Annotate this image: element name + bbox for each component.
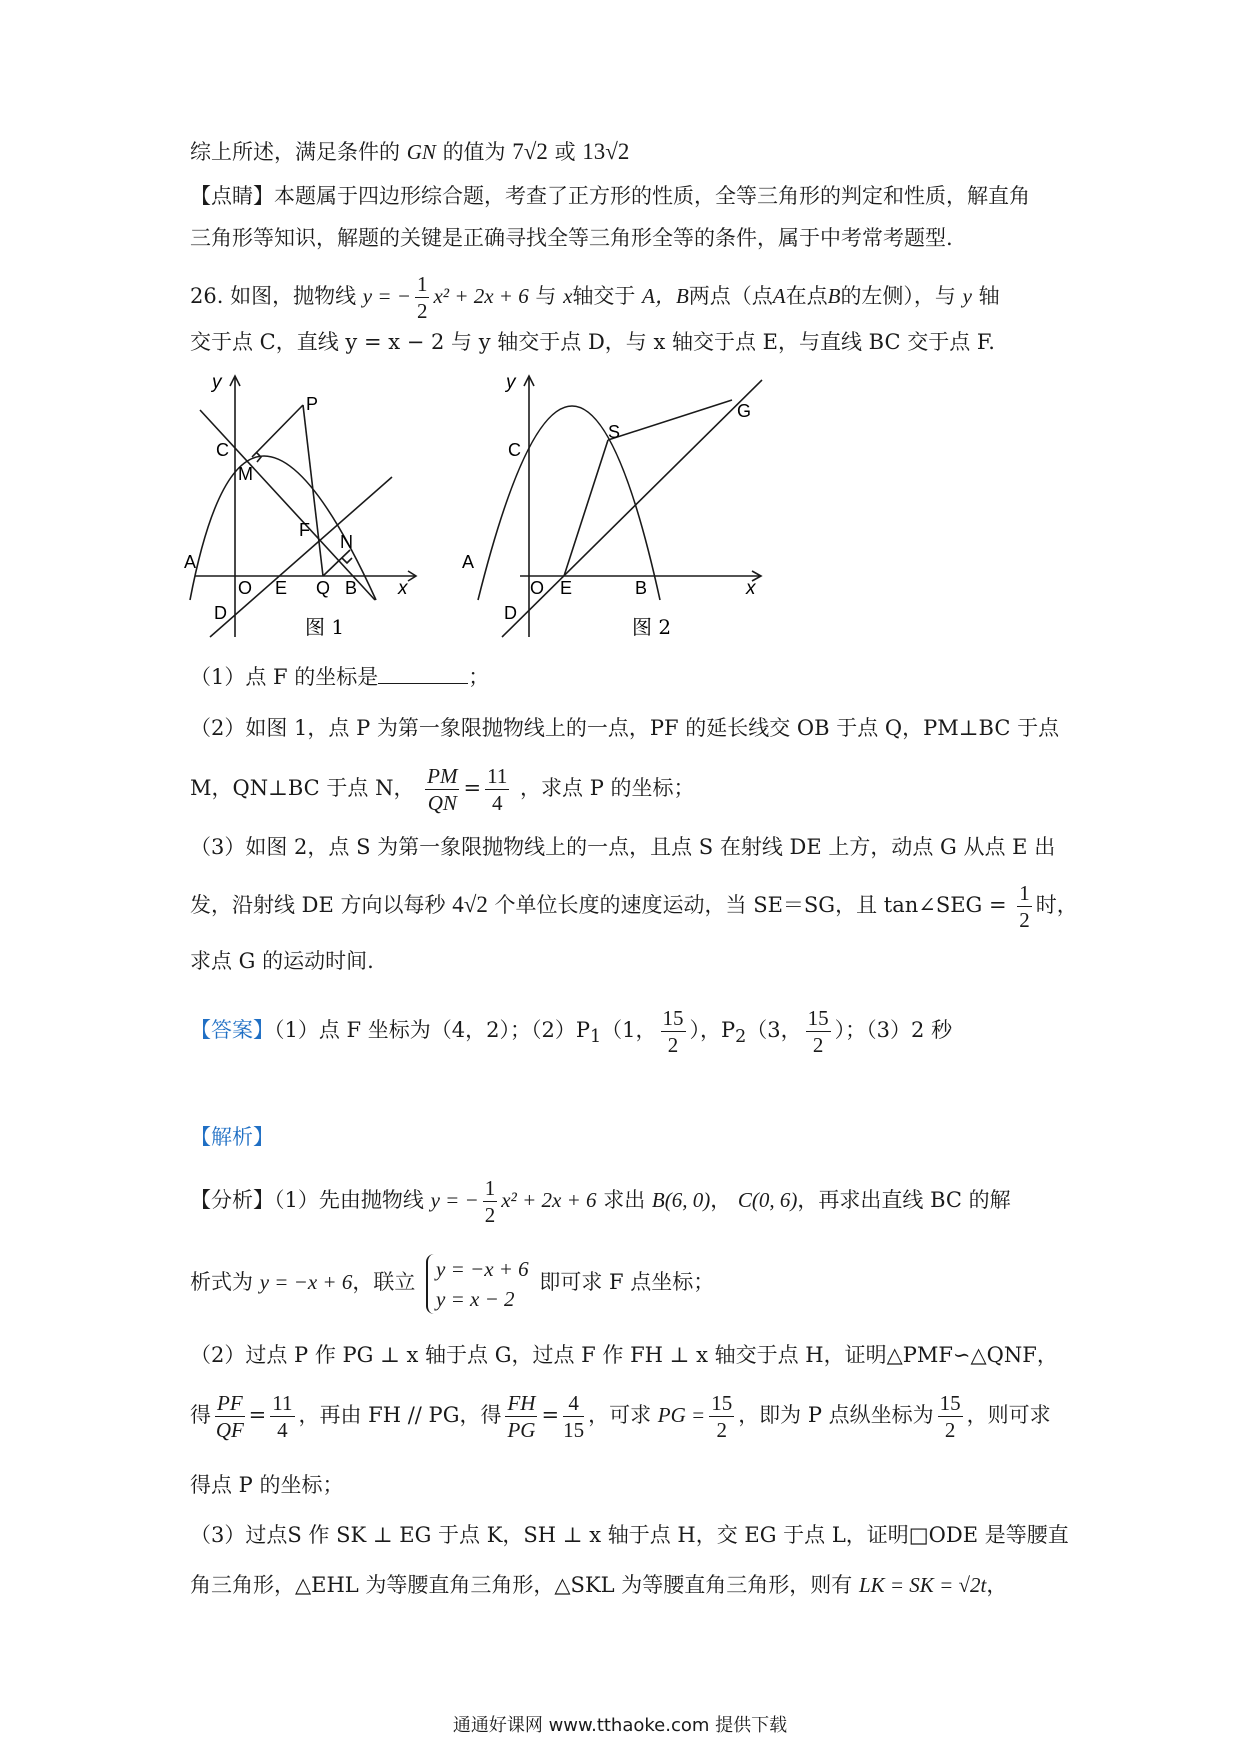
fraction-15-2-a: $\frac{15}{2}$	[662, 1006, 684, 1057]
page-footer: 通通好课网 www.tthaoke.com 提供下载	[452, 1715, 788, 1736]
answer-line: 【答案】（1）点 F 坐标为（4，2）；$(2)P_1(1$， $\frac{15}{2}$ ），$P_2(3$， $\frac{15}{2}$ ）；（3）2 秒	[190, 1006, 953, 1057]
fraction-11-4-b: $\frac{11}{4}$	[272, 1391, 293, 1442]
summary-text: 综上所述，满足条件的	[190, 140, 400, 164]
fig1-line-bc	[200, 410, 375, 600]
fig2-label-s: S	[608, 422, 621, 442]
dianjing-line-2	[190, 223, 1060, 253]
parabola-rhs: x² + 2x + 6	[433, 284, 529, 308]
figure-1	[184, 372, 480, 650]
problem-text-2: 交于点 C，直线 y = x − 2 与 y 轴交于点 D，与 x 轴交于点 E，与直线 BC 交于点 F.	[190, 330, 995, 354]
analysis-line-5: 得点 P 的坐标；	[190, 1473, 344, 1497]
fig2-line-es	[564, 440, 608, 576]
parabola-lhs: y = −	[362, 284, 411, 308]
summary-line	[190, 137, 1060, 167]
fig1-label-a: A	[184, 552, 197, 572]
jiexi-line	[190, 1122, 1060, 1152]
dianjing-line-1	[190, 181, 1060, 211]
answer-tag: 【答案】	[190, 1018, 274, 1042]
fig1-label-d: D	[214, 603, 227, 623]
analysis-line-6: （3）过点S 作 SK ⊥ EG 于点 K，SH ⊥ x 轴于点 H，交 EG 于点 L，证明□ODE 是等腰直	[190, 1523, 1069, 1547]
fraction-fh-pg: $\frac{FH}{PG}$	[507, 1391, 536, 1442]
fig1-label-m: M	[238, 464, 253, 484]
dianjing-text-1: 本题属于四边形综合题，考查了正方形的性质，全等三角形的判定和性质，解直角	[274, 184, 1030, 208]
fig1-label-x: x	[398, 578, 408, 599]
fraction-15-2-c: $\frac{15}{2}$	[711, 1391, 733, 1442]
fig2-label-d: D	[504, 603, 517, 623]
fig2-label-y: y	[506, 372, 516, 393]
answer-blank	[378, 663, 468, 684]
dianjing-tag: 【点睛】	[190, 184, 274, 208]
fig1-label-e: E	[275, 578, 288, 598]
question-1: （1）点 F 的坐标是 ；	[190, 665, 490, 689]
problem-line-1: 26. 如图，抛物线 y = − $\frac{1}{2}$ x² + 2x + 6 与 x轴交于 A，B两点（点A在点B的左侧），与 y 轴	[190, 272, 1000, 323]
fraction-half: $\frac{1}{2}$	[416, 272, 428, 323]
summary-mid-text: 的值为	[442, 140, 506, 164]
problem-intro: 如图，抛物线	[230, 284, 357, 308]
fig1-label-b: B	[345, 578, 358, 598]
fig2-line-sg	[608, 400, 732, 440]
fig1-right-angle-n	[342, 558, 352, 563]
value-7-sqrt2: 7√2	[512, 139, 548, 164]
value-13-sqrt2: 13√2	[582, 139, 630, 164]
analysis-line-7: 角三角形，△EHL 为等腰直角三角形，△SKL 为等腰直角三角形，则有 LK = SK = √2t，	[190, 1573, 1008, 1597]
fig2-label-x: x	[746, 578, 756, 599]
fig1-label-c: C	[216, 440, 229, 460]
fig2-label-b: B	[635, 578, 648, 598]
fig1-label-p: P	[306, 394, 319, 414]
fig2-line-de	[502, 380, 762, 637]
fig1-line-pq	[303, 405, 323, 576]
problem-line-2	[190, 327, 1060, 357]
fig1-label-y: y	[212, 372, 222, 393]
gn-variable: GN	[406, 140, 436, 164]
fraction-half-tan: $\frac{1}{2}$	[1019, 881, 1030, 932]
or-text: 或	[554, 140, 576, 164]
analysis-line-1: 【分析】（1）先由抛物线 y = − $\frac{1}{2}$ x² + 2x + 6 求出 B(6, 0)， C(0, 6)，再求出直线 BC 的解	[190, 1176, 1011, 1227]
fig1-caption: 图 1	[305, 615, 345, 639]
fig2-label-e: E	[560, 578, 573, 598]
fig1-label-f: F	[299, 520, 310, 540]
fig2-label-a: A	[462, 552, 475, 572]
fraction-pm-qn: $\frac{PM}{QN}$	[427, 764, 458, 815]
fig2-label-o: O	[530, 578, 545, 598]
fraction-15-2-b: $\frac{15}{2}$	[807, 1006, 829, 1057]
analysis-line-3: （2）过点 P 作 PG ⊥ x 轴于点 G，过点 F 作 FH ⊥ x 轴交于点 H，证明△PMF∽△QNF，	[190, 1343, 1058, 1367]
fraction-pf-qf: $\frac{PF}{QF}$	[215, 1391, 244, 1442]
fig1-label-o: O	[238, 578, 253, 598]
question-3-line-2: 发，沿射线 DE 方向以每秒 4√2 个单位长度的速度运动，当 SE＝SG，且 tan∠SEG = $\frac{1}{2}$ 时，	[190, 881, 1078, 932]
fig2-label-c: C	[508, 440, 521, 460]
question-3-line-1: （3）如图 2，点 S 为第一象限抛物线上的一点，且点 S 在射线 DE 上方，动点 G 从点 E 出	[190, 835, 1056, 859]
analysis-line-2: 析式为 y = −x + 6，联立 y = −x + 6 y = x − 2 即可求 F 点坐标；	[190, 1251, 1060, 1314]
speed-4-sqrt2: 4√2	[452, 892, 488, 917]
fraction-half-analysis: $\frac{1}{2}$	[484, 1176, 496, 1227]
question-3-line-3: 求点 G 的运动时间.	[190, 949, 374, 973]
fig1-line-de	[210, 477, 392, 637]
jiexi-tag: 【解析】	[190, 1125, 274, 1149]
fraction-4-15: $\frac{4}{15}$	[563, 1391, 585, 1442]
analysis-tag: 【分析】	[190, 1188, 274, 1212]
problem-number: 26.	[190, 284, 224, 308]
fraction-15-2-d: $\frac{15}{2}$	[939, 1391, 961, 1442]
fig2-label-g: G	[737, 401, 752, 421]
analysis-line-4: 得 $\frac{PF}{QF}$ = $\frac{11}{4}$ ，再由 FH // PG，得 $\frac{FH}{PG}$ = $\frac{4}{15}$ ，可求 PG = $\frac{15}{2}$ ，即为 P 点纵坐标为 $\frac{15}{2}$ ，则可求	[190, 1391, 1051, 1442]
equation-system: y = −x + 6 y = x − 2	[426, 1254, 529, 1314]
fraction-11-4: $\frac{11}{4}$	[487, 764, 508, 815]
fig1-line-pm	[252, 405, 303, 457]
fig2-caption: 图 2	[632, 615, 672, 639]
question-2-line-1: （2）如图 1，点 P 为第一象限抛物线上的一点，PF 的延长线交 OB 于点 Q，PM⊥BC 于点	[190, 716, 1060, 740]
fig1-label-n: N	[340, 532, 353, 552]
question-2-line-2: M，QN⊥BC 于点 N， $\frac{PM}{QN}$ = $\frac{11}{4}$ ，求点 P 的坐标；	[190, 764, 695, 815]
dianjing-text-2: 三角形等知识，解题的关键是正确寻找全等三角形全等的条件，属于中考常考题型.	[190, 226, 953, 250]
figure-2	[462, 372, 860, 650]
fig1-label-q: Q	[316, 578, 331, 598]
